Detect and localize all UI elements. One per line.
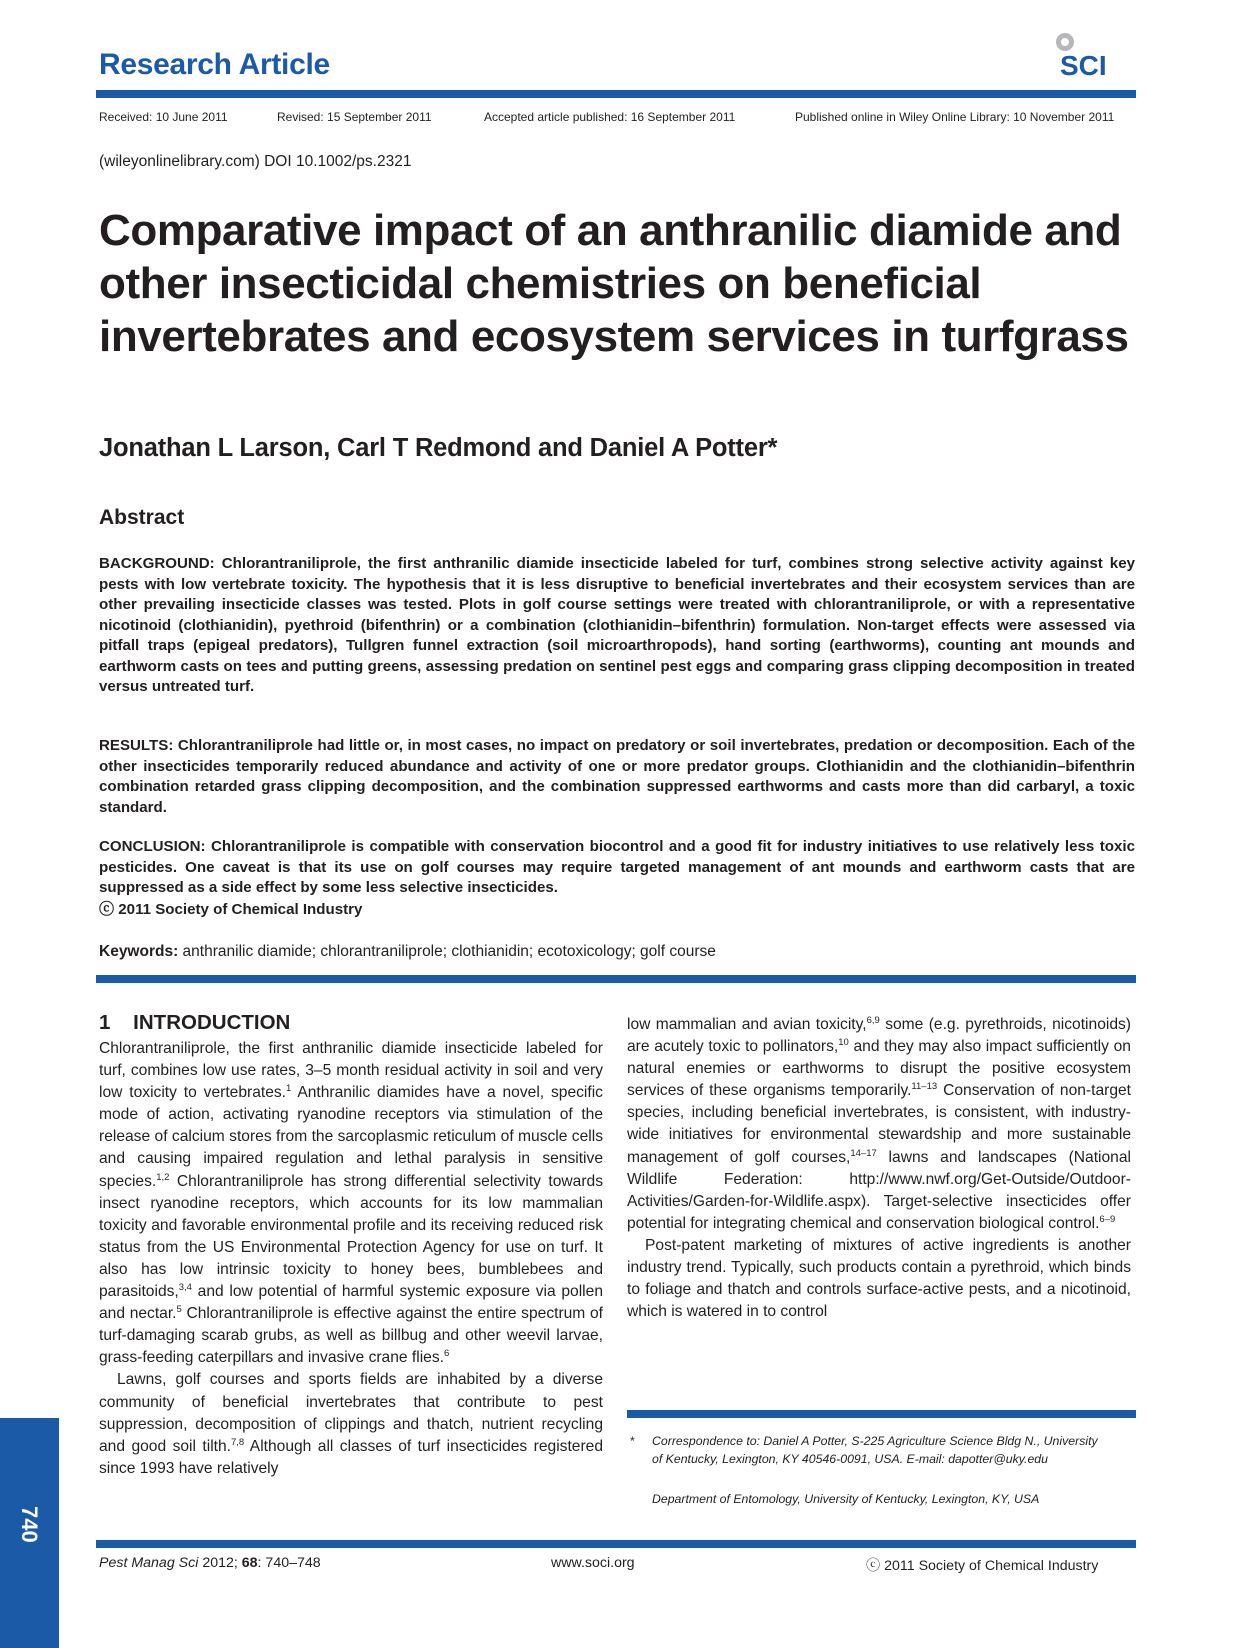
abstract-background: BACKGROUND: Chlorantraniliprole, the first anthranilic diamide insecticide labeled for turf, combines strong selective activity against key pests with low vertebrate toxicity. The hypothesis that it is less disruptive to beneficial invertebrates and their ecosystem services than are other prevailing insecticide classes was tested. Plots in golf course settings were treated with chlorantraniliprole, or with a representative nicotinoid (clothianidin), pyethroid (bifenthrin) or a combination (clothianidin–bifenthrin) formulation. Non-target effects were assessed via pitfall traps (epigeal predators), Tullgren funnel extraction (soil microarthropods), hand sorting (earthworms), counting ant mounds and earthworm casts on tees and putting greens, assessing predation on sentinel pest eggs and comparing grass clipping decomposition in treated versus untreated turf. [99,555,1135,695]
intro-paragraph-1: Chlorantraniliprole, the first anthranilic diamide insecticide labeled for turf, combines low use rates, 3–5 month residual activity in soil and very low toxicity to vertebrates.$^1$ Anthranilic diamides have a novel, specific mode of action, activating ryanodine receptors via stimulation of the release of calcium stores from the sarcoplasmic reticulum of muscle cells and causing impaired regulation and lethal paralysis in sensitive species.$^{1,2}$ Chlorantraniliprole has strong differential selectivity towards insect ryanodine receptors, which accounts for its low mammalian toxicity and favorable environmental profile and its receiving reduced risk status from the US Environmental Protection Agency for use on turf. It also has low intrinsic toxicity to honey bees, bumblebees and parasitoids,$^{3,4}$ and low potential of harmful systemic exposure via pollen and nectar.$^5$ Chlorantraniliprole is effective against the entire spectrum of turf-damaging scarab grubs, as well as billbug and other weevil larvae, grass-feeding caterpillars and invasive crane flies.$^6$ [99,1040,603,1367]
intro-paragraph-2: Lawns, golf courses and sports fields are inhabited by a diverse community of beneficial invertebrates that contribute to pest suppression, decomposition of clippings and thatch, nutrient recycling and good soil tilth.$^{7,8}$ Although all classes of turf insecticides registered since 1993 have relatively [99,1371,604,1477]
footnote-line-1: Correspondence to: Daniel A Potter, S-225 Agriculture Science Bldg N., University [652,1434,1098,1448]
intro-paragraph-4: Post-patent marketing of mixtures of active ingredients is another industry trend. Typically, such products contain a pyrethroid, which binds to foliage and thatch and controls surface-active pests, and a nicotinoid, which is watered in to control [627,1236,1131,1321]
header-rule [96,90,1136,98]
abstract-conclusion: CONCLUSION: Chlorantraniliprole is compatible with conservation biocontrol and a good fit for industry initiatives to use relatively less toxic pesticides. One caveat is that its use on golf courses may require targeted management of ant mounds and earthworm casts that are suppressed as a side effect by some less selective insecticides. [99,838,1135,896]
keywords-label: Keywords: [99,943,179,960]
citation: 7,8 [231,1436,245,1448]
footer-url[interactable]: www.soci.org [551,1555,635,1571]
abstract-copyright: ⓒ 2011 Society of Chemical Industry [99,901,363,918]
keywords [99,943,716,961]
citation: 6,9 [866,1015,880,1026]
department-affiliation: Department of Entomology, University of Kentucky, Lexington, KY, USA [652,1492,1040,1506]
article-title: Comparative impact of an anthranilic diamide and other insecticidal chemistries on beneficial invertebrates and ecosystem services in turfgrass [99,206,1129,361]
logo-ring-icon [1056,33,1074,51]
citation: 11–13 [911,1081,938,1093]
accepted-date: Accepted article published: 16 September 2011 [484,110,736,124]
footnote-line-2: of Kentucky, Lexington, KY 40546-0091, USA. E-mail: dapotter@uky.edu [652,1452,1048,1466]
sci-logo [1046,30,1136,82]
citation: 14–17 [850,1147,877,1159]
footnote-marker: * [630,1434,635,1448]
citation: 5 [176,1304,182,1316]
correspondence-footnote [630,1432,1136,1468]
page-number: 740 [17,1506,42,1543]
footer-rule [96,1540,1136,1548]
intro-heading: 1 INTRODUCTION [99,1011,291,1034]
citation: 6–9 [1099,1213,1116,1225]
citation: 1 [286,1083,292,1095]
intro-paragraph-3: low mammalian and avian toxicity,$^{6,9}$ some (e.g. pyrethroids, nicotinoids) are acutely toxic to pollinators,$^{10}$ and they may also impact sufficiently on natural enemies or earthworms to disrupt the positive ecosystem services of these organisms temporarily.$^{11-13}$ Conservation of non-target species, including beneficial invertebrates, is consistent, with industry-wide initiatives for environmental stewardship and more sustainable management of golf courses,$^{14-17}$ lawns and landscapes (National Wildlife Federation: http://www.nwf.org/Get-Outside/Outdoor-Activities/Garden-for-Wildlife.aspx). Target-selective insecticides offer potential for integrating chemical and conservation biological control.$^{6-9}$ [627,1015,1131,1232]
published-date: Published online in Wiley Online Library: 10 November 2011 [795,110,1115,124]
footer-copyright: ⓒ 2011 Society of Chemical Industry [866,1558,1099,1574]
abstract-heading: Abstract [99,506,185,529]
right-column [627,1014,1131,1323]
section-label: Research Article [99,48,330,81]
abstract-results: RESULTS: Chlorantraniliprole had little or, in most cases, no impact on predatory or soil invertebrates, predation or decomposition. Each of the other insecticides temporarily reduced abundance and activity of one or more predator groups. Clothianidin and the clothianidin–bifenthrin combination retarded grass clipping decomposition, and the combination suppressed earthworms and casts more than did carbaryl, a toxic standard. [99,737,1135,816]
received-date: Received: 10 June 2011 [99,110,228,124]
citation: 6 [443,1348,450,1360]
citation: 3,4 [178,1282,192,1294]
authors: Jonathan L Larson, Carl T Redmond and Daniel A Potter* [99,434,778,462]
keywords-text: anthranilic diamide; chlorantraniliprole; clothianidin; ecotoxicology; golf course [178,943,716,960]
revised-date: Revised: 15 September 2011 [277,110,432,124]
footer-citation: Pest Manag Sci 2012; 68: 740–748 [99,1555,321,1571]
citation: 1,2 [156,1171,170,1183]
citation: 10 [838,1037,849,1049]
doi: (wileyonlinelibrary.com) DOI 10.1002/ps.2321 [99,153,412,170]
footnote-rule [627,1410,1136,1418]
abstract-rule [96,975,1136,983]
left-column [99,1038,603,1480]
logo-text: SCI [1060,50,1107,81]
